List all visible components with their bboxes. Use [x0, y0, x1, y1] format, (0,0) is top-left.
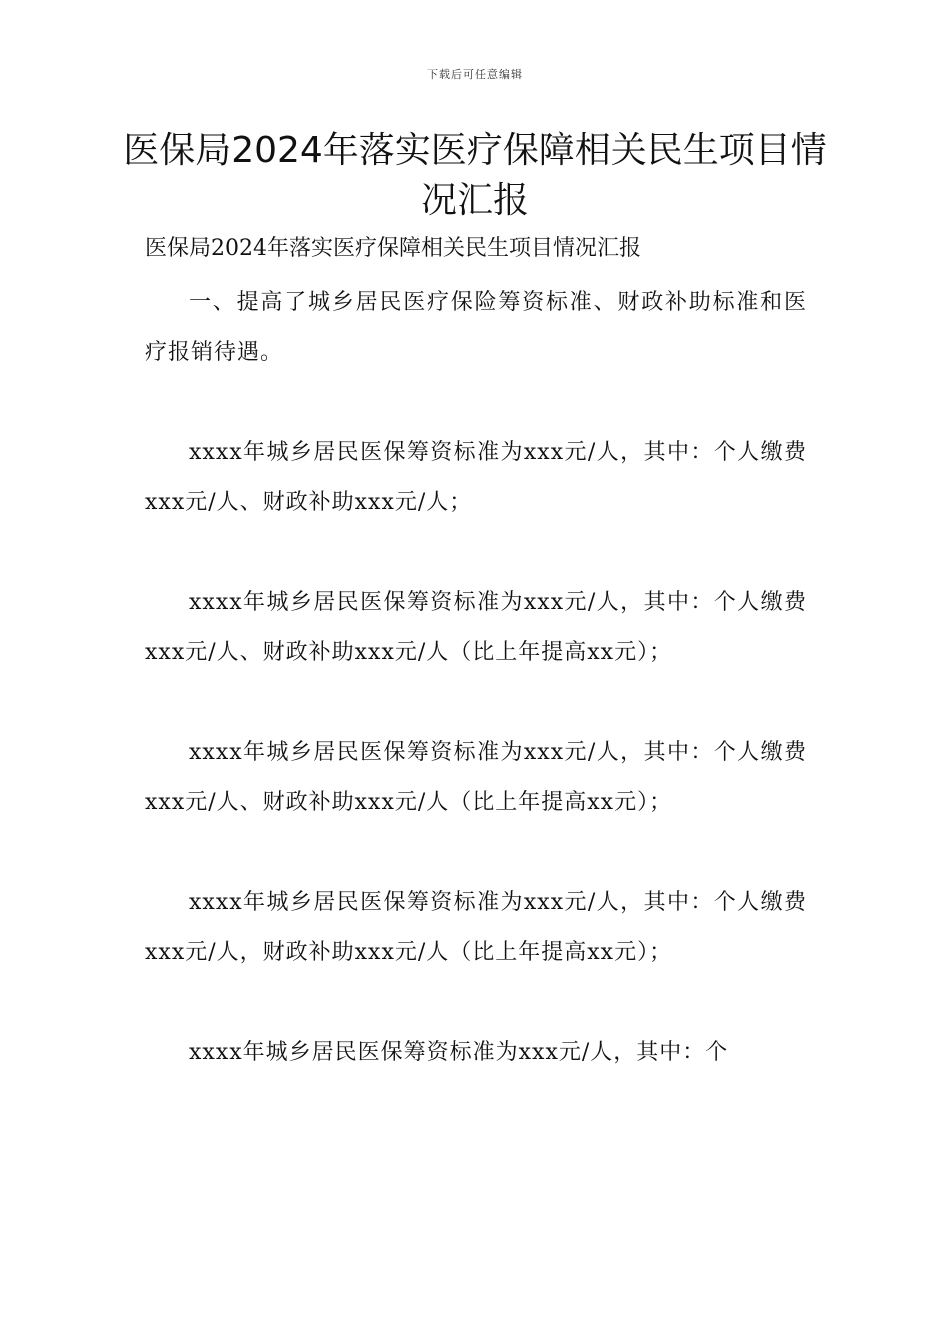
paragraph: xxxx年城乡居民医保筹资标准为xxx元/人，其中：个人缴费xxx元/人、财政补助xxx元/人（比上年提高xx元）； [145, 590, 807, 665]
paragraph: xxxx年城乡居民医保筹资标准为xxx元/人，其中：个人缴费xxx元/人、财政补助xxx元/人（比上年提高xx元）； [145, 740, 807, 815]
paragraph-section-one: 一、提高了城乡居民医疗保险筹资标准、财政补助标准和医疗报销待遇。 [145, 290, 807, 365]
paragraph: xxxx年城乡居民医保筹资标准为xxx元/人，其中：个人缴费xxx元/人，财政补助xxx元/人（比上年提高xx元）； [145, 890, 807, 965]
document-body [145, 228, 807, 1078]
document-subtitle: 医保局2024年落实医疗保障相关民生项目情况汇报 [145, 236, 641, 261]
paragraph: xxxx年城乡居民医保筹资标准为xxx元/人，其中：个人缴费xxx元/人、财政补助xxx元/人； [145, 440, 807, 515]
document-title: 医保局2024年落实医疗保障相关民生项目情况汇报 [123, 130, 827, 221]
page-header-note: 下载后可任意编辑 [427, 68, 523, 81]
paragraph: xxxx年城乡居民医保筹资标准为xxx元/人，其中：个 [189, 1040, 729, 1065]
